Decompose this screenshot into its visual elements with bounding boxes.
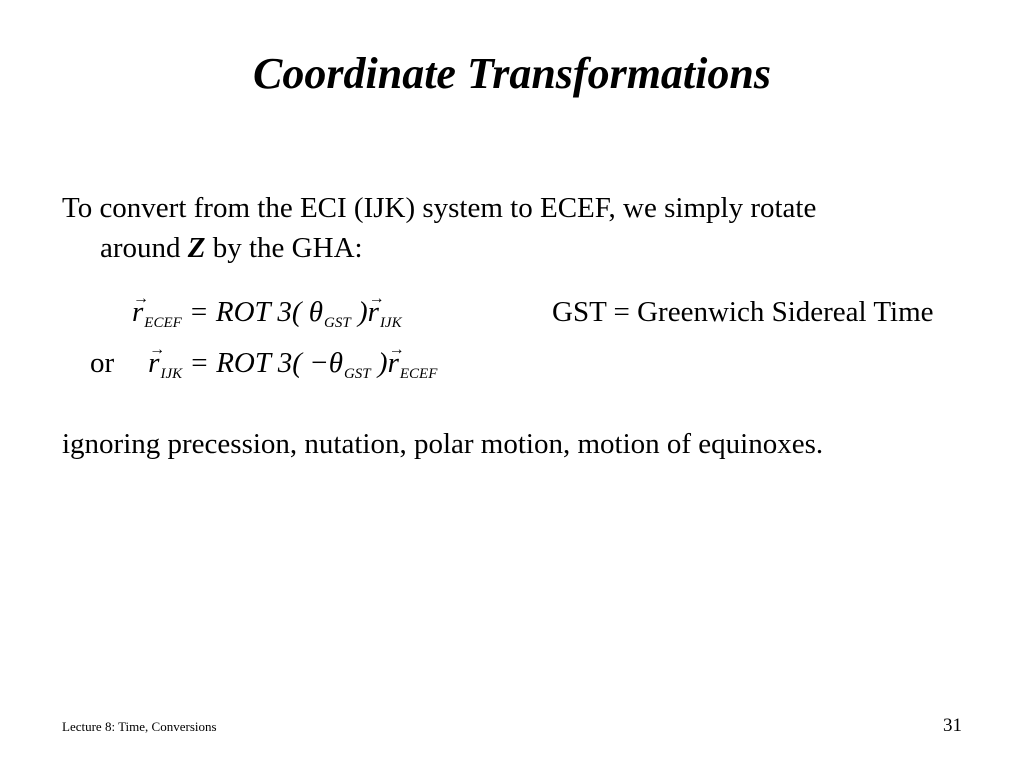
subscript-ijk: IJK	[379, 315, 402, 331]
or-label: or	[90, 347, 115, 379]
intro-paragraph	[62, 188, 982, 268]
intro-line-1: To convert from the ECI (IJK) system to ECEF, we simply rotate	[62, 192, 817, 224]
equation-ecef-to-eci	[90, 345, 437, 386]
close-paren: )	[370, 347, 388, 379]
close-paren: )	[350, 296, 368, 328]
page-number: 31	[943, 715, 962, 736]
intro-line-2	[62, 228, 982, 268]
r-vector-symbol: → r	[388, 345, 399, 381]
footer-lecture-label: Lecture 8: Time, Conversions	[62, 719, 217, 734]
rotation-expression: = ROT 3( θ	[189, 296, 324, 328]
z-axis-variable: Z	[187, 232, 206, 264]
r-vector-symbol: → r	[148, 345, 159, 381]
gst-definition: GST = Greenwich Sidereal Time	[552, 296, 934, 328]
subscript-gst: GST	[343, 366, 371, 382]
rotation-expression: = ROT 3( −θ	[189, 347, 343, 379]
slide-title: Coordinate Transformations	[253, 49, 771, 98]
closing-paragraph: ignoring precession, nutation, polar motion, motion of equinoxes.	[62, 428, 824, 460]
r-vector-symbol: → r	[368, 294, 379, 330]
intro-line-2-pre: around	[100, 232, 188, 264]
subscript-ijk: IJK	[160, 366, 183, 382]
r-vector-symbol: → r	[132, 294, 143, 330]
subscript-ecef: ECEF	[399, 366, 438, 382]
subscript-gst: GST	[324, 315, 351, 331]
intro-line-2-post: by the GHA:	[205, 232, 363, 264]
equation-eci-to-ecef	[132, 294, 402, 335]
subscript-ecef: ECEF	[144, 315, 182, 331]
